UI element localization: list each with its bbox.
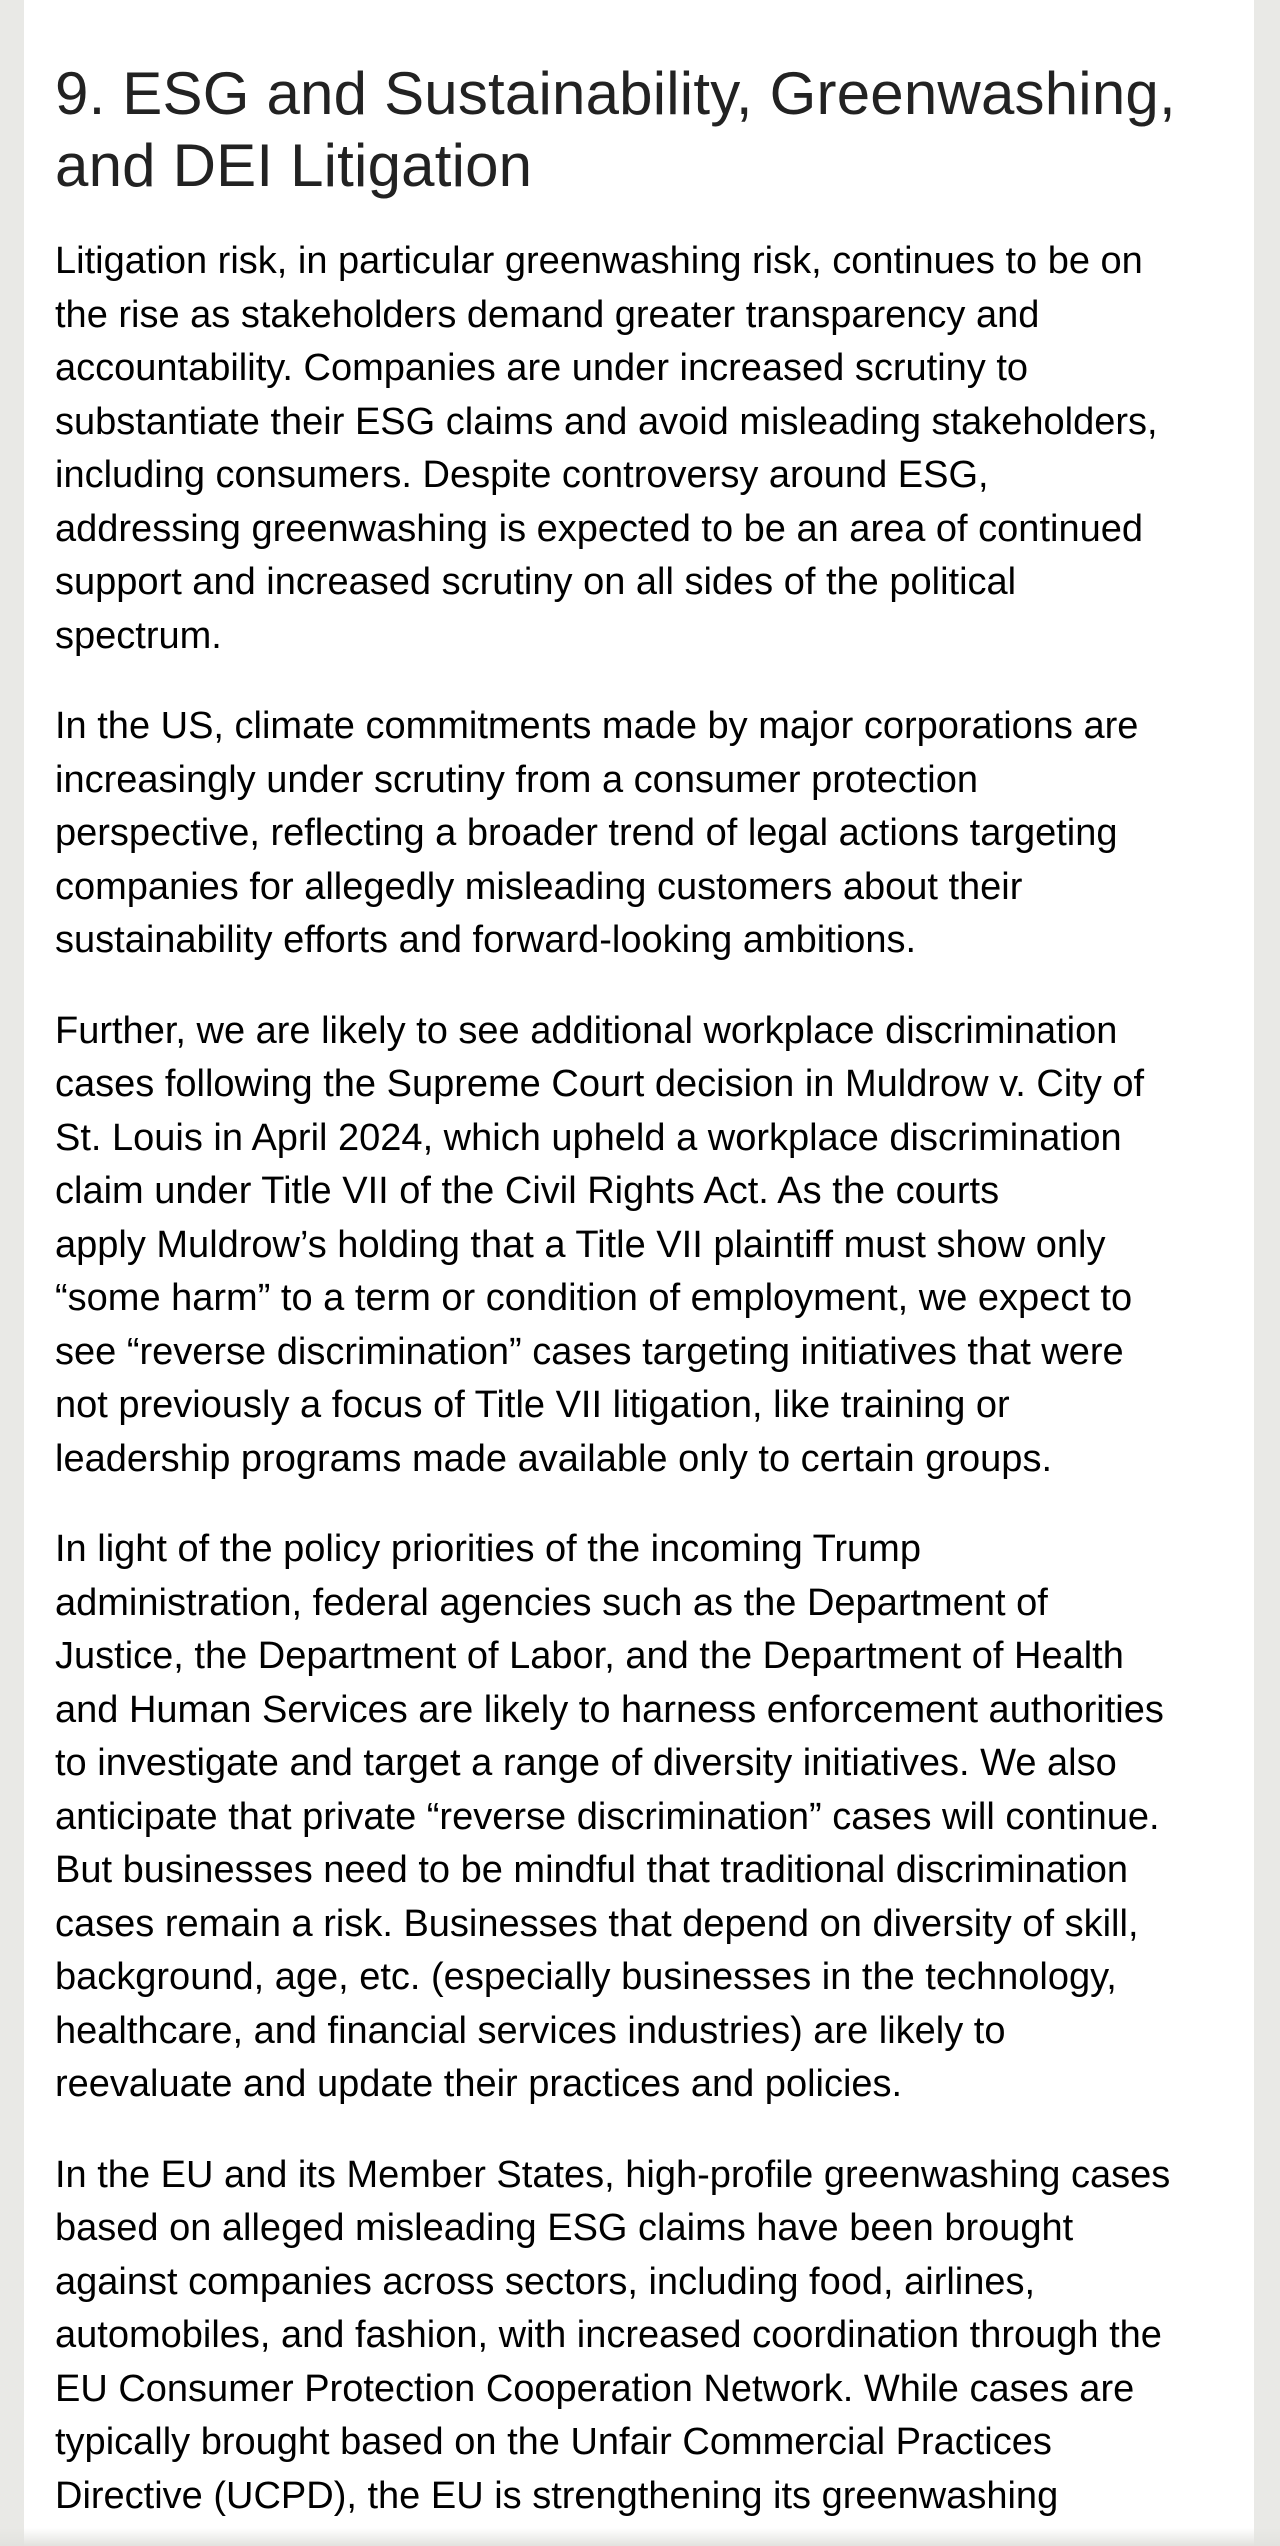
section-heading: 9. ESG and Sustainability, Greenwashing, and DEI Litigation bbox=[55, 60, 1176, 199]
article-page bbox=[24, 0, 1254, 2546]
paragraph-workplace-discrimination: Further, we are likely to see additional workplace discrimination cases following the Supreme Court decision in Muldrow v. City of St. Louis in April 2024, which upheld a workplace discrimination claim under Title VII of the Civil Rights Act. As the courts apply Muldrow’s holding that a Title VII plaintiff must show only “some harm” to a term or condition of employment, we expect to see “reverse discrimination” cases targeting initiatives that were not previously a focus of Title VII litigation, like training or leadership programs made available only to certain groups. bbox=[55, 1009, 1145, 1480]
paragraph-us-climate-commitments: In the US, climate commitments made by major corporations are increasingly under scrutiny from a consumer protection perspective, reflecting a broader trend of legal actions targeting companies for allegedly misleading customers about their sustainability efforts and forward-looking ambitions. bbox=[55, 705, 1139, 961]
paragraph-trump-administration-policy: In light of the policy priorities of the incoming Trump administration, federal agencies such as the Department of Justice, the Department of Labor, and the Department of Health and Human Services are likely to harness enforcement authorities to investigate and target a range of diversity initiatives. We also anticipate that private “reverse discrimination” cases will continue. But businesses need to be mindful that traditional discrimination cases remain a risk. Businesses that depend on diversity of skill, background, age, etc. (especially businesses in the technology, healthcare, and financial services industries) are likely to reevaluate and update their practices and policies. bbox=[55, 1528, 1164, 2105]
paragraph-eu-greenwashing: In the EU and its Member States, high-profile greenwashing cases based on alleged misleading ESG claims have been brought against companies across sectors, including food, airlines, automobiles, and fashion, with increased coordination through the EU Consumer Protection Cooperation Network. While cases are typically brought based on the Unfair Commercial Practices Directive (UCPD), the EU is strengthening its greenwashing bbox=[55, 2153, 1171, 2517]
paragraph-greenwashing-risk: Litigation risk, in particular greenwashing risk, continues to be on the rise as stakeholders demand greater transparency and accountability. Companies are under increased scrutiny to substantiate their ESG claims and avoid misleading stakeholders, including consumers. Despite controversy around ESG, addressing greenwashing is expected to be an area of continued support and increased scrutiny on all sides of the political spectrum. bbox=[55, 240, 1158, 657]
scroll-edge-shadow bbox=[0, 2528, 1280, 2546]
